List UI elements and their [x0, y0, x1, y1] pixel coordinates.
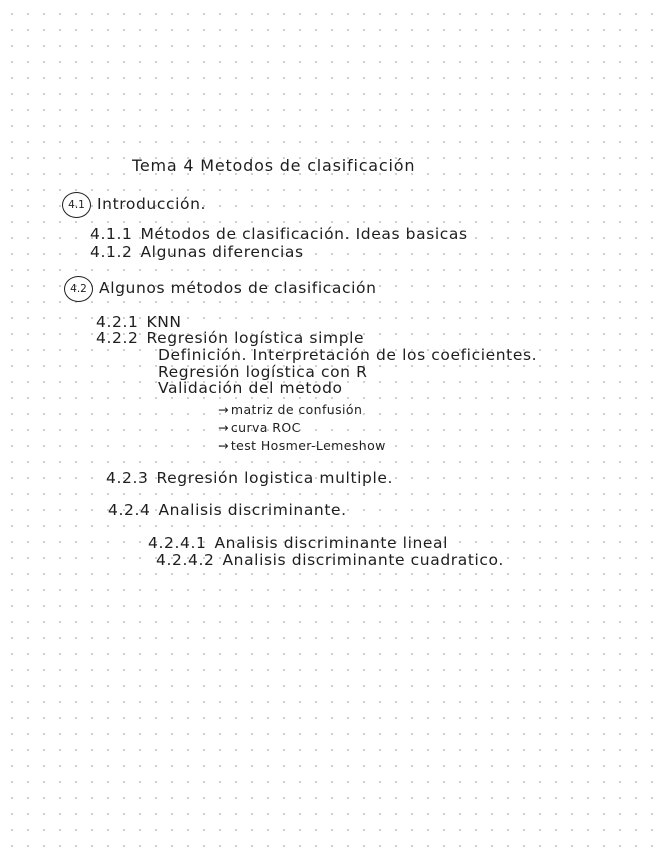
detail-line: Definición. Interpretación de los coeficientes.: [158, 346, 538, 364]
item-text: Analisis discriminante.: [158, 501, 347, 519]
bullet-text: test Hosmer-Lemeshow: [230, 438, 386, 453]
list-item-4-2-4: [108, 503, 347, 519]
item-number: 4.2.2: [96, 329, 139, 347]
list-item-4-2-3: [106, 471, 393, 487]
item-number: 4.1.1: [90, 225, 133, 243]
list-item-4-2-4-1: [148, 536, 448, 552]
section-heading-4-2: [64, 276, 377, 302]
item-text: Regresión logistica multiple.: [156, 469, 394, 487]
arrow-right-icon: →: [218, 420, 229, 435]
arrow-right-icon: →: [218, 438, 229, 453]
bullet-item: [218, 422, 301, 435]
item-text: Algunas diferencias: [140, 243, 304, 261]
section-heading-4-1: [62, 192, 206, 218]
section-number-circle: 4.1: [62, 192, 91, 218]
list-item-4-2-4-2: [156, 553, 504, 569]
item-number: 4.2.4.2: [156, 551, 215, 569]
item-text: Analisis discriminante lineal: [214, 534, 449, 552]
item-number: 4.2.4: [108, 501, 151, 519]
list-item-4-1-2: [90, 245, 304, 261]
bullet-item: [218, 404, 362, 417]
bullet-item: [218, 440, 386, 453]
item-number: 4.2.3: [106, 469, 149, 487]
section-title: Introducción.: [97, 195, 207, 214]
section-title: Algunos métodos de clasificación: [99, 279, 377, 298]
item-text: Métodos de clasificación. Ideas basicas: [140, 225, 468, 243]
list-item-4-2-2: [96, 331, 364, 347]
item-text: KNN: [146, 313, 182, 331]
list-item-4-1-1: [90, 227, 468, 243]
item-text: Analisis discriminante cuadratico.: [222, 551, 504, 569]
section-number-circle: 4.2: [64, 276, 93, 302]
arrow-right-icon: →: [218, 402, 229, 417]
item-text: Regresión logística simple: [146, 329, 365, 347]
item-number: 4.2.1: [96, 313, 139, 331]
page-title: Tema 4 Metodos de clasificación: [132, 156, 416, 175]
bullet-text: matriz de confusión: [230, 402, 363, 417]
detail-line: Regresión logística con R: [158, 363, 368, 381]
item-number: 4.1.2: [90, 243, 133, 261]
item-number: 4.2.4.1: [148, 534, 207, 552]
bullet-text: curva ROC: [230, 420, 301, 435]
detail-line: Validación del metodo: [158, 379, 343, 397]
